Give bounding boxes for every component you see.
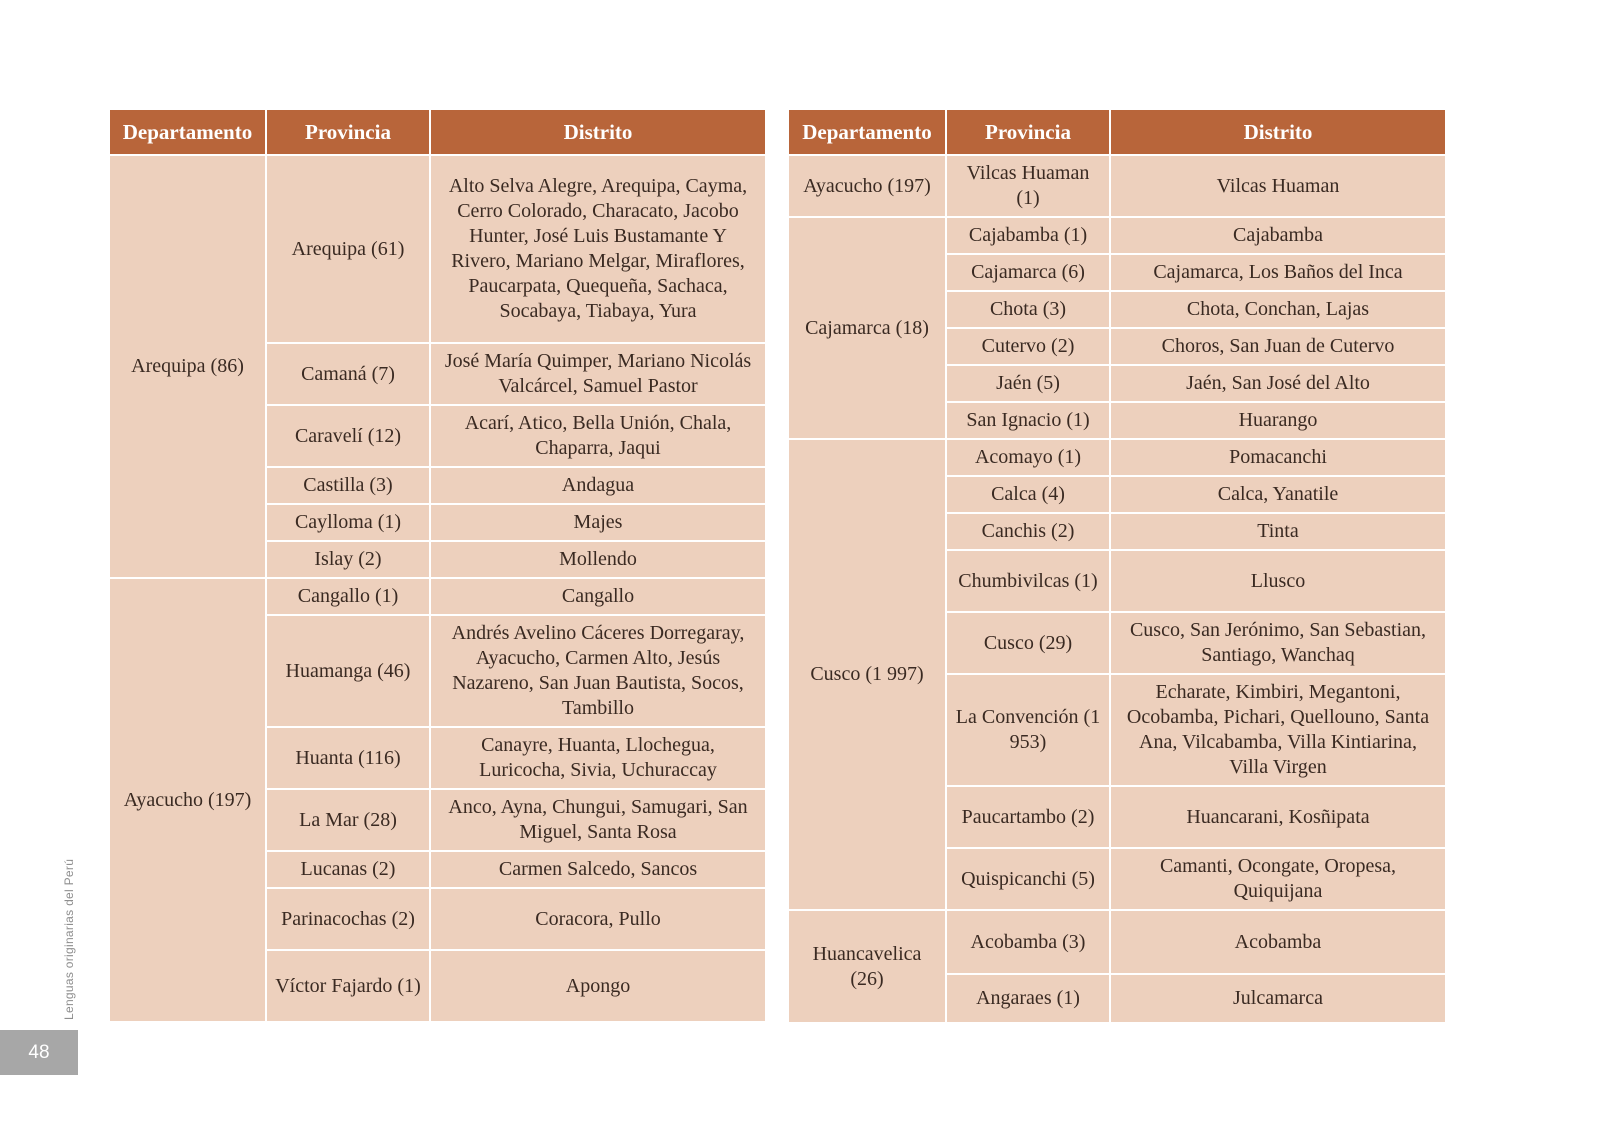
provincia-cell: La Mar (28) bbox=[266, 789, 430, 851]
distrito-cell: Andagua bbox=[430, 467, 766, 504]
provincia-cell: Arequipa (61) bbox=[266, 155, 430, 343]
provincia-cell: Castilla (3) bbox=[266, 467, 430, 504]
departamento-cell: Huancavelica (26) bbox=[788, 910, 946, 1023]
provincia-cell: Caylloma (1) bbox=[266, 504, 430, 541]
distrito-cell: Chota, Conchan, Lajas bbox=[1110, 291, 1446, 328]
header-row bbox=[788, 109, 1446, 155]
distrito-cell: Huarango bbox=[1110, 402, 1446, 439]
distrito-cell: Alto Selva Alegre, Arequipa, Cayma, Cerro Colorado, Characato, Jacobo Hunter, José Luis Bustamante Y Rivero, Mariano Melgar, Miraflores, Paucarpata, Quequeña, Sachaca, Socabaya, Tiabaya, Yura bbox=[430, 155, 766, 343]
header-provincia: Provincia bbox=[946, 109, 1110, 155]
distrito-cell: Cajabamba bbox=[1110, 217, 1446, 254]
distrito-cell: Acarí, Atico, Bella Unión, Chala, Chaparra, Jaqui bbox=[430, 405, 766, 467]
distrito-cell: Andrés Avelino Cáceres Dorregaray, Ayacucho, Carmen Alto, Jesús Nazareno, San Juan Bautista, Socos, Tambillo bbox=[430, 615, 766, 727]
header-provincia: Provincia bbox=[266, 109, 430, 155]
distrito-cell: Pomacanchi bbox=[1110, 439, 1446, 476]
departamento-cell: Cajamarca (18) bbox=[788, 217, 946, 439]
table-row bbox=[788, 910, 1446, 974]
distrito-cell: Canayre, Huanta, Llochegua, Luricocha, Sivia, Uchuraccay bbox=[430, 727, 766, 789]
distrito-cell: Echarate, Kimbiri, Megantoni, Ocobamba, Pichari, Quellouno, Santa Ana, Vilcabamba, Villa Kintiarina, Villa Virgen bbox=[1110, 674, 1446, 786]
provincia-cell: Huanta (116) bbox=[266, 727, 430, 789]
distrito-cell: Mollendo bbox=[430, 541, 766, 578]
provincia-cell: Chumbivilcas (1) bbox=[946, 550, 1110, 612]
provincia-cell: Víctor Fajardo (1) bbox=[266, 950, 430, 1022]
provincia-cell: Huamanga (46) bbox=[266, 615, 430, 727]
table-row bbox=[109, 155, 766, 343]
provincia-cell: Cangallo (1) bbox=[266, 578, 430, 615]
publication-title: Lenguas originarias del Perú bbox=[62, 858, 76, 1020]
provincia-cell: Canchis (2) bbox=[946, 513, 1110, 550]
provincia-cell: Cutervo (2) bbox=[946, 328, 1110, 365]
distrito-cell: Vilcas Huaman bbox=[1110, 155, 1446, 217]
distrito-cell: Cangallo bbox=[430, 578, 766, 615]
provincia-cell: Vilcas Huaman (1) bbox=[946, 155, 1110, 217]
provincia-cell: Jaén (5) bbox=[946, 365, 1110, 402]
distrito-cell: Jaén, San José del Alto bbox=[1110, 365, 1446, 402]
provincia-cell: Lucanas (2) bbox=[266, 851, 430, 888]
provincia-cell: Calca (4) bbox=[946, 476, 1110, 513]
table-row bbox=[109, 578, 766, 615]
departamento-cell: Ayacucho (197) bbox=[788, 155, 946, 217]
departamento-cell: Arequipa (86) bbox=[109, 155, 266, 578]
provincia-cell: San Ignacio (1) bbox=[946, 402, 1110, 439]
distrito-cell: Carmen Salcedo, Sancos bbox=[430, 851, 766, 888]
distrito-cell: Calca, Yanatile bbox=[1110, 476, 1446, 513]
page-number: 48 bbox=[0, 1030, 78, 1075]
header-distrito: Distrito bbox=[1110, 109, 1446, 155]
table-row bbox=[788, 217, 1446, 254]
provincia-cell: Acomayo (1) bbox=[946, 439, 1110, 476]
provincia-cell: Caravelí (12) bbox=[266, 405, 430, 467]
departamento-cell: Ayacucho (197) bbox=[109, 578, 266, 1022]
table-right bbox=[787, 108, 1447, 1024]
provincia-cell: Parinacochas (2) bbox=[266, 888, 430, 950]
departamento-cell: Cusco (1 997) bbox=[788, 439, 946, 910]
provincia-cell: Cajamarca (6) bbox=[946, 254, 1110, 291]
distrito-cell: Cusco, San Jerónimo, San Sebastian, Santiago, Wanchaq bbox=[1110, 612, 1446, 674]
table-row bbox=[788, 439, 1446, 476]
distrito-cell: Acobamba bbox=[1110, 910, 1446, 974]
table-left bbox=[108, 108, 767, 1023]
table-row bbox=[788, 155, 1446, 217]
provincia-cell: Islay (2) bbox=[266, 541, 430, 578]
distrito-cell: Anco, Ayna, Chungui, Samugari, San Miguel, Santa Rosa bbox=[430, 789, 766, 851]
distrito-cell: Apongo bbox=[430, 950, 766, 1022]
header-departamento: Departamento bbox=[109, 109, 266, 155]
provincia-cell: Camaná (7) bbox=[266, 343, 430, 405]
distrito-cell: Coracora, Pullo bbox=[430, 888, 766, 950]
distrito-cell: Julcamarca bbox=[1110, 974, 1446, 1023]
distrito-cell: Majes bbox=[430, 504, 766, 541]
distrito-cell: Cajamarca, Los Baños del Inca bbox=[1110, 254, 1446, 291]
header-departamento: Departamento bbox=[788, 109, 946, 155]
provincia-cell: Angaraes (1) bbox=[946, 974, 1110, 1023]
distrito-cell: Huancarani, Kosñipata bbox=[1110, 786, 1446, 848]
provincia-cell: Acobamba (3) bbox=[946, 910, 1110, 974]
provincia-cell: Cajabamba (1) bbox=[946, 217, 1110, 254]
provincia-cell: Cusco (29) bbox=[946, 612, 1110, 674]
provincia-cell: La Convención (1 953) bbox=[946, 674, 1110, 786]
provincia-cell: Quispicanchi (5) bbox=[946, 848, 1110, 910]
header-row bbox=[109, 109, 766, 155]
distrito-cell: José María Quimper, Mariano Nicolás Valcárcel, Samuel Pastor bbox=[430, 343, 766, 405]
distrito-cell: Camanti, Ocongate, Oropesa, Quiquijana bbox=[1110, 848, 1446, 910]
header-distrito: Distrito bbox=[430, 109, 766, 155]
distrito-cell: Choros, San Juan de Cutervo bbox=[1110, 328, 1446, 365]
distrito-cell: Tinta bbox=[1110, 513, 1446, 550]
distrito-cell: Llusco bbox=[1110, 550, 1446, 612]
provincia-cell: Paucartambo (2) bbox=[946, 786, 1110, 848]
provincia-cell: Chota (3) bbox=[946, 291, 1110, 328]
